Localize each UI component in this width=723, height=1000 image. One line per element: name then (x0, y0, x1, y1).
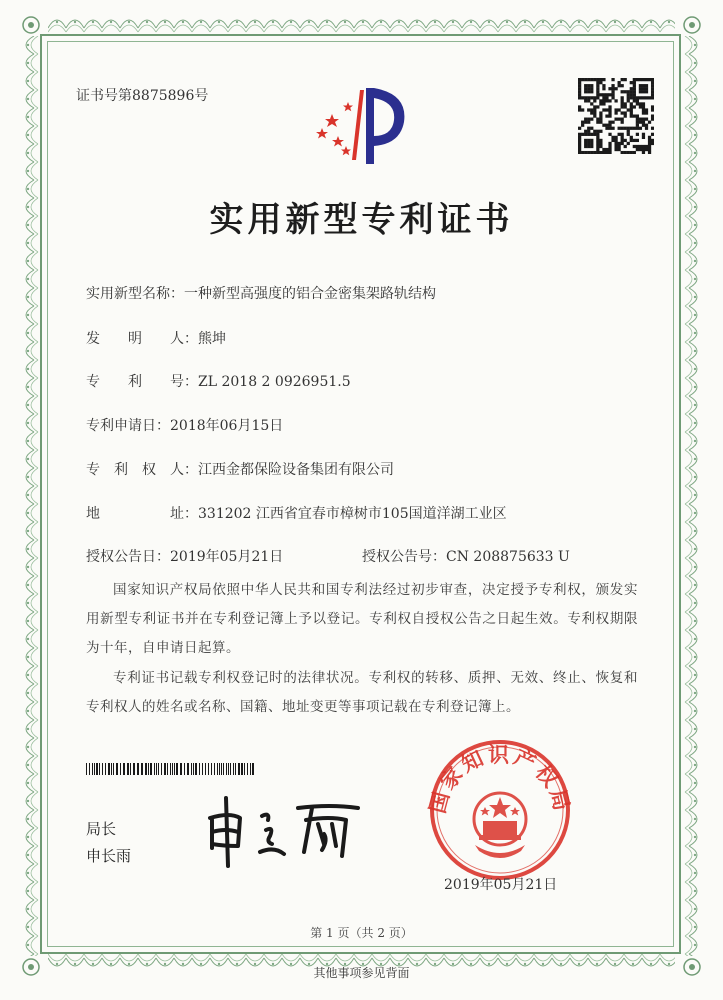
seal-date: 2019年05月21日 (444, 877, 558, 893)
barcode (86, 760, 256, 779)
field-label: 实用新型名称： (86, 286, 184, 302)
field-label: 发 明 人： (86, 331, 198, 347)
body-paragraph-1: 国家知识产权局依照中华人民共和国专利法经过初步审查，决定授予专利权，颁发实用新型专利证书并在专利登记簿上予以登记。专利权自授权公告之日起生效。专利权期限为十年，自申请日起算。 (86, 582, 638, 656)
official-title: 局长 (86, 820, 117, 838)
field-utility-model-name (86, 283, 436, 303)
handwritten-signature (200, 790, 370, 874)
field-grant-date (86, 546, 283, 566)
corner-ornament-top-left (20, 14, 42, 36)
field-application-date (86, 415, 283, 435)
footer-note: 其他事项参见背面 (313, 966, 410, 980)
field-value: 2018年06月15日 (170, 418, 284, 434)
certificate-title: 实用新型专利证书 (209, 200, 514, 240)
field-label: 专 利 权 人： (86, 462, 198, 478)
body-paragraph-2: 专利证书记载专利权登记时的法律状况。专利权的转移、质押、无效、终止、恢复和专利权人的姓名或名称、国籍、地址变更等事项记载在专利登记簿上。 (86, 670, 638, 715)
seal-text: 国家知识产权局 (425, 742, 575, 816)
field-value: ZL 2018 2 0926951.5 (198, 374, 351, 390)
field-inventor (86, 328, 226, 348)
border-pattern-right (683, 36, 707, 956)
field-label: 授权公告号： (362, 549, 446, 565)
border-pattern-top (48, 10, 675, 34)
official-name: 申长雨 (86, 847, 132, 865)
border-pattern-left (16, 36, 40, 956)
field-label: 地 址： (86, 506, 198, 522)
field-label: 授权公告日： (86, 549, 170, 565)
field-grant-number (362, 546, 570, 566)
field-address (86, 503, 507, 523)
certificate-number: 证书号第8875896号 (76, 88, 209, 104)
patent-office-logo (308, 80, 418, 174)
field-value: CN 208875633 U (446, 549, 570, 565)
field-label: 专利申请日： (86, 418, 170, 434)
field-value: 江西金都保险设备集团有限公司 (198, 462, 394, 478)
field-label: 专 利 号： (86, 374, 198, 390)
field-patentee (86, 459, 394, 479)
field-value: 2019年05月21日 (170, 549, 284, 565)
field-patent-number (86, 371, 351, 391)
qr-code (578, 78, 654, 158)
field-value: 熊坤 (198, 331, 226, 347)
corner-ornament-top-right (681, 14, 703, 36)
field-value: 一种新型高强度的铝合金密集架路轨结构 (184, 286, 436, 302)
official-seal (425, 735, 575, 889)
page-number: 第 1 页（共 2 页） (310, 926, 413, 940)
field-value: 331202 江西省宜春市樟树市105国道洋湖工业区 (198, 506, 507, 522)
